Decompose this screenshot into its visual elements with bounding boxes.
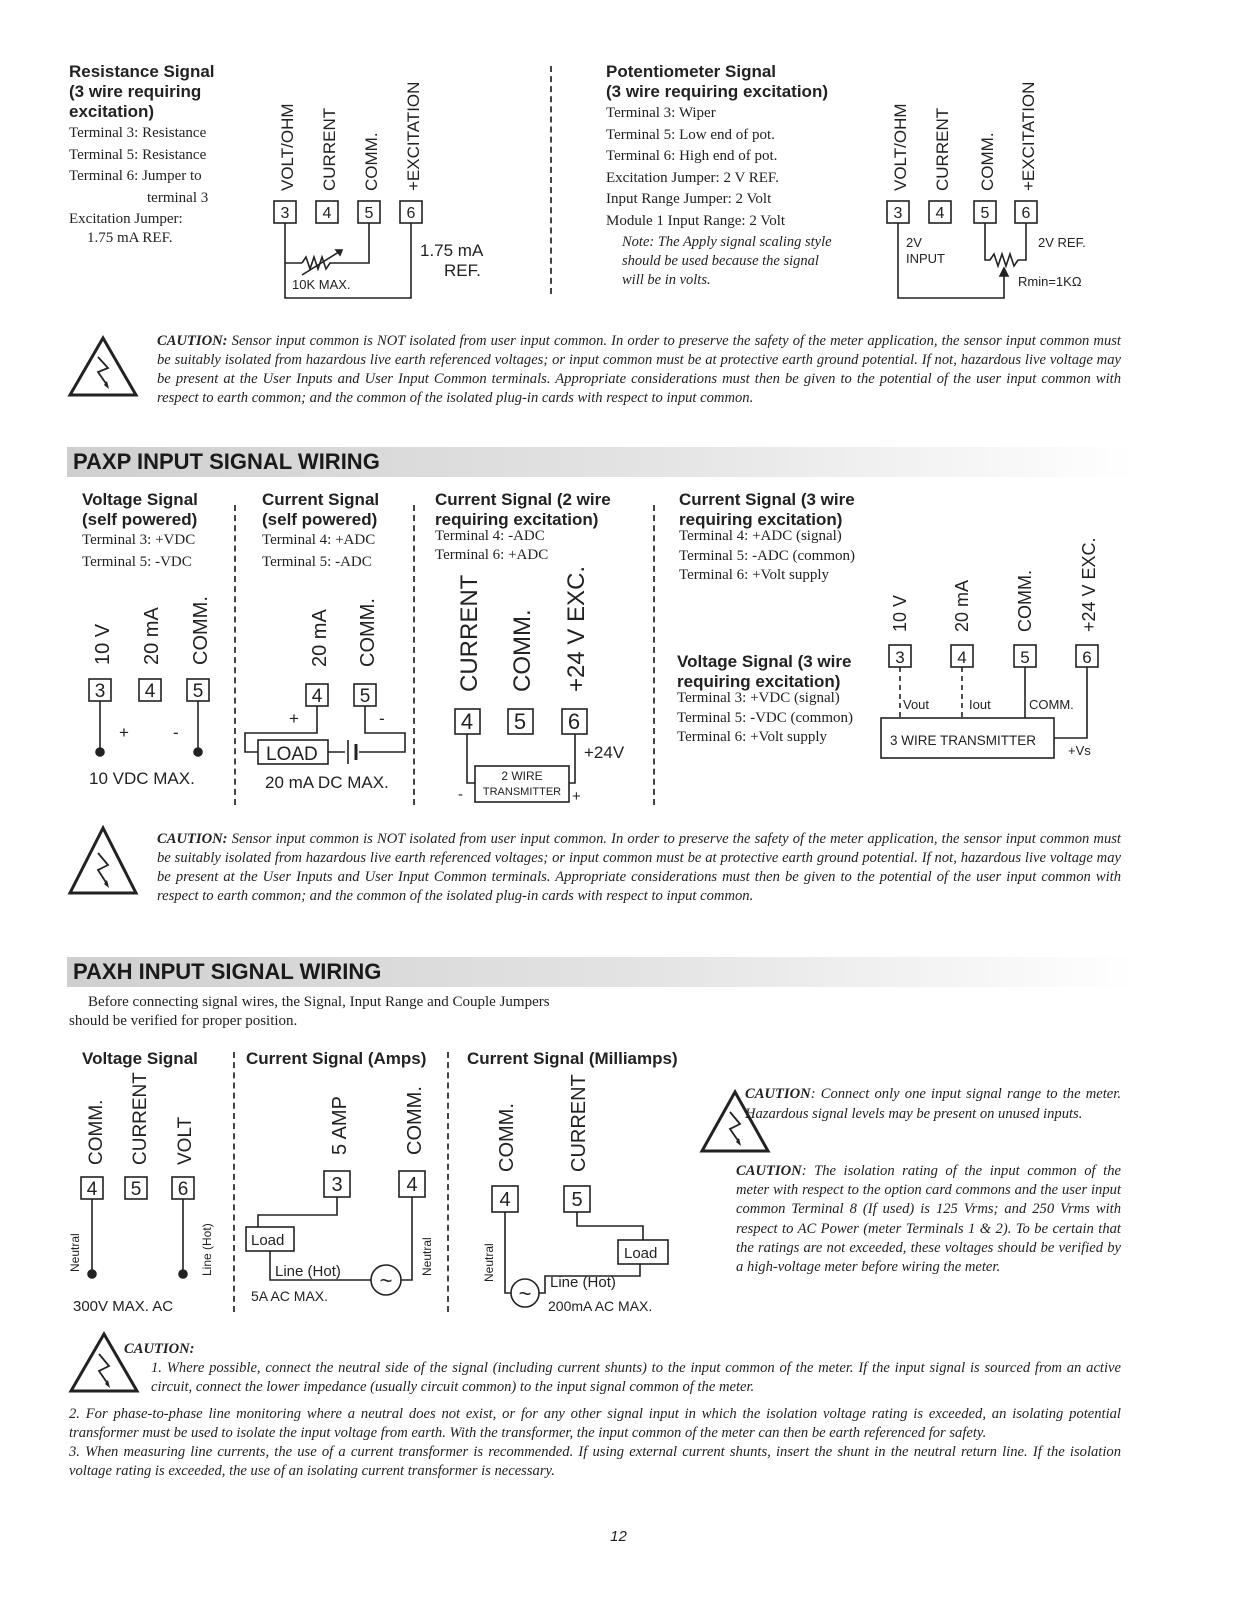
- max-label: 20 mA DC MAX.: [265, 773, 389, 792]
- terminal-label: COMM.: [86, 1099, 107, 1165]
- terminal-number: 3: [280, 205, 290, 222]
- terminal-number: 4: [499, 1189, 511, 1211]
- ref-label-line2: REF.: [444, 261, 481, 280]
- line-label: Line (Hot): [200, 1223, 214, 1276]
- max-label: 5A AC MAX.: [251, 1288, 329, 1304]
- voltage-label: +24V: [584, 743, 625, 762]
- caution-lead: CAUTION:: [157, 333, 228, 349]
- terminal-label: COMM.: [190, 596, 212, 665]
- terminal-number: 5: [359, 686, 371, 707]
- paxp-line: Terminal 4: +ADC: [262, 532, 376, 548]
- terminal-number: 5: [364, 205, 374, 222]
- paxh-intro-line-2: should be verified for proper position.: [69, 1013, 298, 1029]
- paxh-milliamps-title: Current Signal (Milliamps): [467, 1049, 678, 1068]
- caution-3-item-3: 3. When measuring line currents, the use of a current transformer is recommended. If using external current shunts, insert the shunt in the neutral return line. If the isolation voltage rating is exceeded, the use of an isolating current transformer is necessary.: [69, 1444, 1121, 1479]
- resistance-line: Terminal 5: Resistance: [69, 146, 207, 163]
- terminal-number: 5: [571, 1189, 583, 1211]
- terminal-number: 6: [1021, 205, 1031, 222]
- terminal-number: 4: [311, 686, 323, 707]
- neutral-label: Neutral: [420, 1237, 434, 1276]
- warning-triangle-icon: [70, 828, 136, 893]
- line-label: Line (Hot): [275, 1263, 341, 1280]
- paxp-current-self-title: Current Signal (self powered): [262, 490, 380, 529]
- terminal-number: 4: [144, 681, 156, 702]
- iout-label: Iout: [969, 697, 991, 712]
- terminal-label: COMM.: [1015, 570, 1035, 632]
- terminal-number: 5: [980, 205, 990, 222]
- terminal-label: COMM.: [404, 1086, 426, 1155]
- terminal-label: CURRENT: [456, 574, 483, 692]
- warning-triangle-icon: [702, 1092, 768, 1151]
- paxp-line: Terminal 5: -ADC (common): [679, 547, 855, 564]
- terminal-label: +24 V EXC.: [563, 565, 590, 692]
- resistor-max-label: 10K MAX.: [292, 277, 351, 292]
- terminal-number: 3: [893, 205, 903, 222]
- terminal-number: 3: [94, 681, 106, 702]
- terminal-number: 4: [957, 648, 967, 667]
- terminal-label: COMM.: [978, 132, 997, 191]
- paxh-voltage-title: Voltage Signal: [82, 1049, 198, 1068]
- ref-label-line1: 1.75 mA: [420, 241, 484, 260]
- terminal-number: 6: [177, 1179, 189, 1200]
- resistance-line: Excitation Jumper:: [69, 211, 183, 227]
- terminal-label: COMM.: [496, 1103, 518, 1172]
- load-label: LOAD: [266, 744, 318, 765]
- resistance-line: Terminal 6: Jumper to: [69, 168, 202, 184]
- paxp-line: Terminal 5: -VDC (common): [677, 709, 853, 726]
- max-label: 10 VDC MAX.: [89, 769, 195, 788]
- caution-3-item-1: 1. Where possible, connect the neutral side of the signal (including current shunts) to the input common of the meter. If the input signal is sourced from an active circuit, connect the lower impedance (usually circuit common) to the input signal common of the meter.: [151, 1360, 1121, 1395]
- terminal-number: 6: [1082, 648, 1092, 667]
- terminal-label: 20 mA: [141, 607, 163, 665]
- terminal-number: 4: [935, 205, 945, 222]
- plus-sign: +: [289, 709, 299, 728]
- resistance-line: terminal 3: [147, 189, 209, 206]
- load-label: Load: [624, 1245, 658, 1262]
- caution-text: Sensor input common is NOT isolated from user input common. In order to preserve the safety of the meter application, the sensor input common must be suitably isolated from hazardous live earth referenced voltages; or input common must be at protective earth ground potential. If not, hazardous live voltage may be present at the User Inputs and User Input Common terminals. Appropriate considerations must then be given to the potential of the user input common with respect to earth common; and the common of the isolated plug-in cards with respect to input common.: [157, 831, 1121, 904]
- resistance-line: 1.75 mA REF.: [87, 229, 173, 246]
- terminal-number: 5: [1020, 648, 1030, 667]
- paxp-line: Terminal 3: +VDC (signal): [677, 690, 840, 706]
- transmitter-label-line2: TRANSMITTER: [482, 786, 562, 798]
- transmitter-label-line1: 2 WIRE: [501, 769, 543, 783]
- terminal-label: CURRENT: [568, 1074, 590, 1172]
- terminal-number: 5: [130, 1179, 142, 1200]
- paxp-line: Terminal 3: +VDC: [82, 532, 196, 548]
- terminal-label: VOLT/OHM: [278, 103, 297, 191]
- potentiometer-line: Terminal 3: Wiper: [606, 105, 716, 121]
- plus-sign: +: [119, 723, 129, 742]
- tilde-icon: ~: [379, 1268, 393, 1293]
- terminal-label: 20 mA: [952, 579, 972, 632]
- terminal-label: VOLT/OHM: [891, 103, 910, 191]
- caution-lead: CAUTION:: [124, 1341, 195, 1357]
- input-label-line1: 2V: [906, 235, 922, 250]
- paxp-heading: PAXP INPUT SIGNAL WIRING: [73, 449, 380, 474]
- paxp-line: Terminal 6: +Volt supply: [679, 567, 830, 583]
- potentiometer-note: Note: The Apply signal scaling style should be used because the signal will be in volts.: [622, 234, 832, 288]
- caution-text: Sensor input common is NOT isolated from user input common. In order to preserve the safety of the meter application, the sensor input common must be suitably isolated from hazardous live earth referenced voltages; or input common must be at protective earth ground potential. If not, hazardous live voltage may be present at the User Inputs and User Input Common terminals. Appropriate considerations must then be given to the potential of the user input common with respect to earth common; and the common of the isolated plug-in cards with respect to input common.: [157, 333, 1121, 406]
- paxp-line: Terminal 4: +ADC (signal): [679, 528, 842, 544]
- terminal-number: 4: [86, 1179, 98, 1200]
- terminal-number: 3: [895, 648, 905, 667]
- minus-sign: -: [173, 723, 179, 742]
- warning-triangle-icon: [70, 338, 136, 395]
- terminal-label: +EXCITATION: [1019, 81, 1038, 191]
- paxp-voltage-self-title: Voltage Signal (self powered): [82, 490, 198, 529]
- page-number: 12: [610, 1528, 627, 1545]
- terminal-number: 3: [331, 1174, 343, 1196]
- terminal-label: COMM.: [362, 132, 381, 191]
- minus-sign: -: [458, 786, 463, 803]
- paxp-current-2wire-title: Current Signal (2 wire requiring excitation): [435, 490, 611, 529]
- paxp-line: Terminal 5: -ADC: [262, 553, 372, 570]
- terminal-label: COMM.: [509, 609, 536, 692]
- terminal-number: 6: [406, 205, 416, 222]
- paxp-line: Terminal 5: -VDC: [82, 553, 192, 570]
- terminal-label: 20 mA: [309, 609, 331, 667]
- potentiometer-line: Terminal 6: High end of pot.: [606, 148, 778, 164]
- terminal-label: +EXCITATION: [404, 81, 423, 191]
- ref-label: 2V REF.: [1038, 235, 1086, 250]
- caution-3-item-2: 2. For phase-to-phase line monitoring where a neutral does not exist, or for any other signal input in which the isolation voltage rating is exceeded, an isolating potential transformer must be used to isolate the input voltage from earth. With the transformer, the input common of the meter can then be earth referenced for safety.: [69, 1406, 1121, 1441]
- caution-lead: CAUTION: [736, 1163, 802, 1179]
- terminal-number: 4: [460, 709, 474, 734]
- terminal-label: VOLT: [175, 1116, 196, 1165]
- terminal-label: +24 V EXC.: [1079, 537, 1099, 632]
- rmin-label: Rmin=1KΩ: [1018, 274, 1082, 289]
- paxp-current-3wire-title: Current Signal (3 wire requiring excitation): [679, 490, 855, 529]
- terminal-number: 6: [567, 709, 581, 734]
- potentiometer-signal-title: Potentiometer Signal (3 wire requiring excitation): [606, 62, 828, 101]
- caution-text: : Connect only one input signal range to the meter. Hazardous signal levels may be present on unused inputs.: [745, 1086, 1121, 1122]
- terminal-label: 5 AMP: [329, 1096, 351, 1155]
- max-label: 300V MAX. AC: [73, 1298, 174, 1315]
- minus-sign: -: [379, 709, 385, 728]
- terminal-label: CURRENT: [933, 107, 952, 191]
- neutral-label: Neutral: [482, 1243, 496, 1282]
- paxp-line: Terminal 6: +Volt supply: [677, 729, 828, 745]
- caution-lead: CAUTION: [745, 1086, 811, 1102]
- paxh-intro-line-1: Before connecting signal wires, the Signal, Input Range and Couple Jumpers: [88, 994, 550, 1010]
- warning-triangle-icon: [71, 1334, 137, 1391]
- resistance-line: Terminal 3: Resistance: [69, 125, 207, 141]
- terminal-number: 4: [406, 1174, 418, 1196]
- transmitter-label: 3 WIRE TRANSMITTER: [890, 733, 1037, 748]
- terminal-number: 5: [192, 681, 204, 702]
- comm-label: COMM.: [1029, 697, 1074, 712]
- paxp-line: Terminal 4: -ADC: [435, 528, 545, 544]
- neutral-label: Neutral: [68, 1233, 82, 1272]
- terminal-label: 10 V: [92, 623, 114, 665]
- vs-label: +Vs: [1068, 743, 1091, 758]
- potentiometer-line: Terminal 5: Low end of pot.: [606, 126, 775, 143]
- paxh-heading: PAXH INPUT SIGNAL WIRING: [73, 959, 382, 984]
- max-label: 200mA AC MAX.: [548, 1298, 653, 1314]
- potentiometer-line: Input Range Jumper: 2 Volt: [606, 191, 772, 207]
- terminal-label: CURRENT: [320, 107, 339, 191]
- plus-sign: +: [572, 788, 581, 805]
- terminal-label: CURRENT: [130, 1072, 151, 1165]
- resistance-signal-title: Resistance Signal (3 wire requiring excitation): [69, 62, 215, 121]
- input-label-line2: INPUT: [906, 251, 945, 266]
- potentiometer-line: Excitation Jumper: 2 V REF.: [606, 169, 779, 186]
- potentiometer-line: Module 1 Input Range: 2 Volt: [606, 212, 786, 229]
- tilde-icon: ~: [518, 1281, 532, 1306]
- paxh-amps-title: Current Signal (Amps): [246, 1049, 427, 1068]
- terminal-number: 4: [322, 205, 332, 222]
- load-label: Load: [251, 1232, 285, 1249]
- vout-label: Vout: [903, 697, 930, 712]
- paxp-voltage-3wire-title: Voltage Signal (3 wire requiring excitation): [677, 652, 852, 691]
- paxp-line: Terminal 6: +ADC: [435, 547, 549, 563]
- caution-lead: CAUTION:: [157, 831, 228, 847]
- terminal-label: COMM.: [357, 598, 379, 667]
- terminal-number: 5: [513, 709, 527, 734]
- caution-text: : The isolation rating of the input common of the meter with respect to the option card commons and the user input common Terminal 8 (If used) is 125 Vrms; and 250 Vrms with respect to AC Power (meter Terminals 1 & 2). To be certain that the ratings are not exceeded, these voltages should be verified by a high-voltage meter before wiring the meter.: [736, 1163, 1121, 1276]
- terminal-label: 10 V: [890, 594, 910, 632]
- line-label: Line (Hot): [550, 1274, 616, 1291]
